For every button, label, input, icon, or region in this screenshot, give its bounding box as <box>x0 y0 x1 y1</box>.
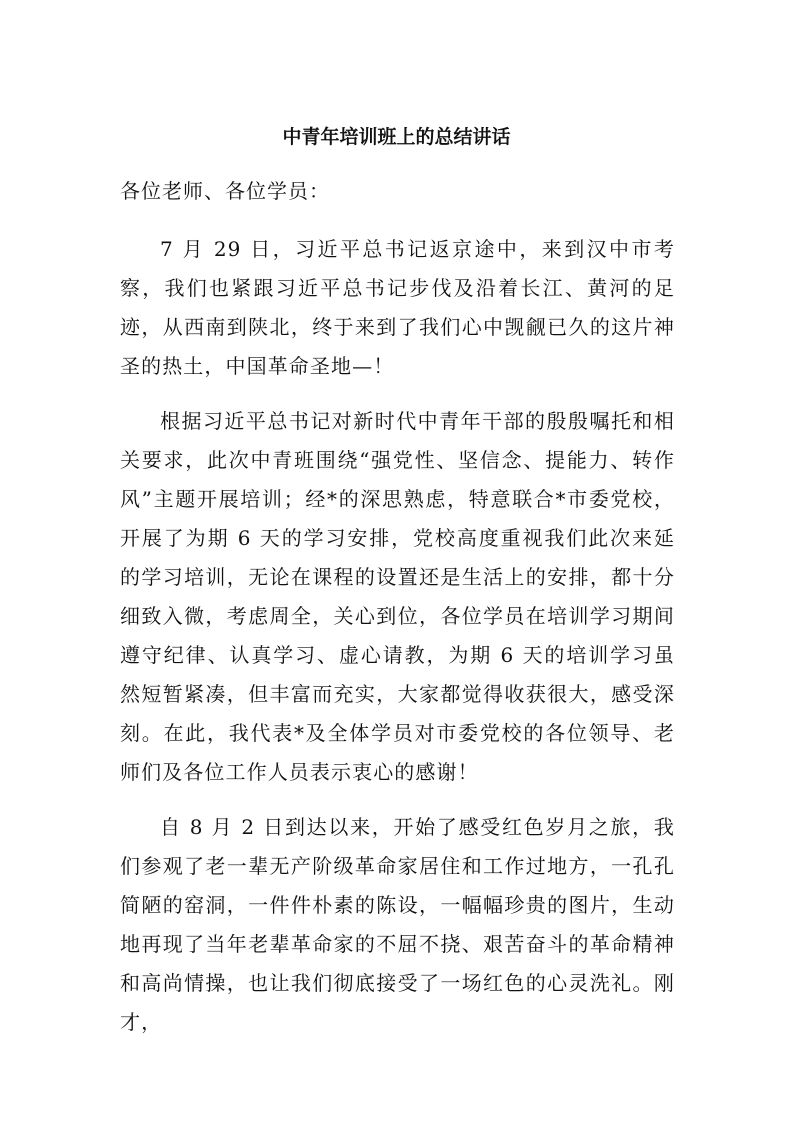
paragraph-3: 自 8 月 2 日到达以来，开始了感受红色岁月之旅，我们参观了老一辈无产阶级革命家居住和工作过地方，一孔孔简陋的窑洞，一件件朴素的陈设，一幅幅珍贵的图片，生动地再现了当年老辈革命家的不屈不挠、艰苦奋斗的革命精神和高尚情操，也让我们彻底接受了一场红色的心灵洗礼。刚才， <box>120 815 675 1034</box>
paragraph-2: 根据习近平总书记对新时代中青年干部的殷殷嘱托和相关要求，此次中青班围绕“强党性、坚信念、提能力、转作风”主题开展培训；经*的深思熟虑，特意联合*市委党校，开展了为期 6 天的学习安排，党校高度重视我们此次来延的学习培训，无论在课程的设置还是生活上的安排，都十分细致入微，考虑周全，关心到位，各位学员在培训学习期间遵守纪律、认真学习、虚心请教，为期 6 天的培训学习虽然短暂紧凑，但丰富而充实，大家都觉得收获很大，感受深刻。在此，我代表*及全体学员对市委党校的各位领导、老师们及各位工作人员表示衷心的感谢！ <box>120 409 675 784</box>
salutation: 各位老师、各位学员： <box>120 179 330 203</box>
document-body <box>120 172 675 1058</box>
document-title: 中青年培训班上的总结讲话 <box>282 126 511 148</box>
paragraph-1: 7 月 29 日，习近平总书记返京途中，来到汉中市考察，我们也紧跟习近平总书记步伐及沿着长江、黄河的足迹，从西南到陕北，终于来到了我们心中觊觎已久的这片神圣的热土，中国革命圣地—！ <box>120 237 675 378</box>
